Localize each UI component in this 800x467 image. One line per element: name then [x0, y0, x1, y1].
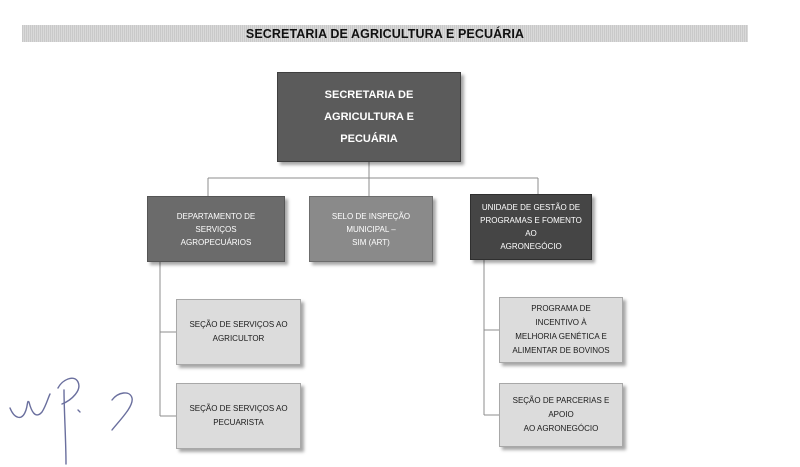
org-node-secao-pecuarista	[176, 383, 301, 449]
org-node-unidade-gestao	[470, 194, 592, 260]
org-node-secao-parcerias	[499, 383, 623, 447]
org-node-secretaria	[277, 72, 461, 162]
node-line: SIM (ART)	[352, 237, 390, 247]
node-line: SECRETARIA DE	[324, 89, 414, 101]
node-line: SEÇÃO DE PARCERIAS E APOIO	[512, 396, 610, 419]
node-line: AO AGRONEGÓCIO	[523, 424, 599, 433]
node-line: SEÇÃO DE SERVIÇOS AO	[189, 404, 288, 413]
org-node-programa-incentivo	[499, 297, 623, 363]
handwritten-signature-icon	[0, 360, 160, 467]
org-node-selo-inspecao	[309, 196, 433, 262]
node-line: SELO DE INSPEÇÃO MUNICIPAL –	[331, 211, 411, 234]
node-line: DEPARTAMENTO DE SERVIÇOS	[176, 211, 256, 234]
node-line: AGRICULTOR	[212, 334, 265, 343]
node-line: PROGRAMA DE INCENTIVO À	[531, 304, 591, 327]
node-line: PROGRAMAS E FOMENTO AO	[480, 216, 582, 238]
node-line: UNIDADE DE GESTÃO DE	[481, 203, 581, 212]
node-line: PECUÁRIA	[340, 133, 398, 145]
org-node-departamento	[147, 196, 285, 262]
node-line: MELHORIA GENÉTICA E	[515, 332, 607, 341]
node-line: AGRONEGÓCIO	[500, 242, 562, 251]
node-line: ALIMENTAR DE BOVINOS	[512, 346, 610, 355]
page-title: SECRETARIA DE AGRICULTURA E PECUÁRIA	[245, 26, 525, 41]
node-line: AGROPECUÁRIOS	[180, 237, 252, 247]
node-line: AGRICULTURA E	[324, 111, 414, 123]
node-line: PECUARISTA	[213, 418, 264, 427]
org-node-secao-agricultor	[176, 299, 301, 365]
node-line: SEÇÃO DE SERVIÇOS AO	[189, 320, 288, 329]
